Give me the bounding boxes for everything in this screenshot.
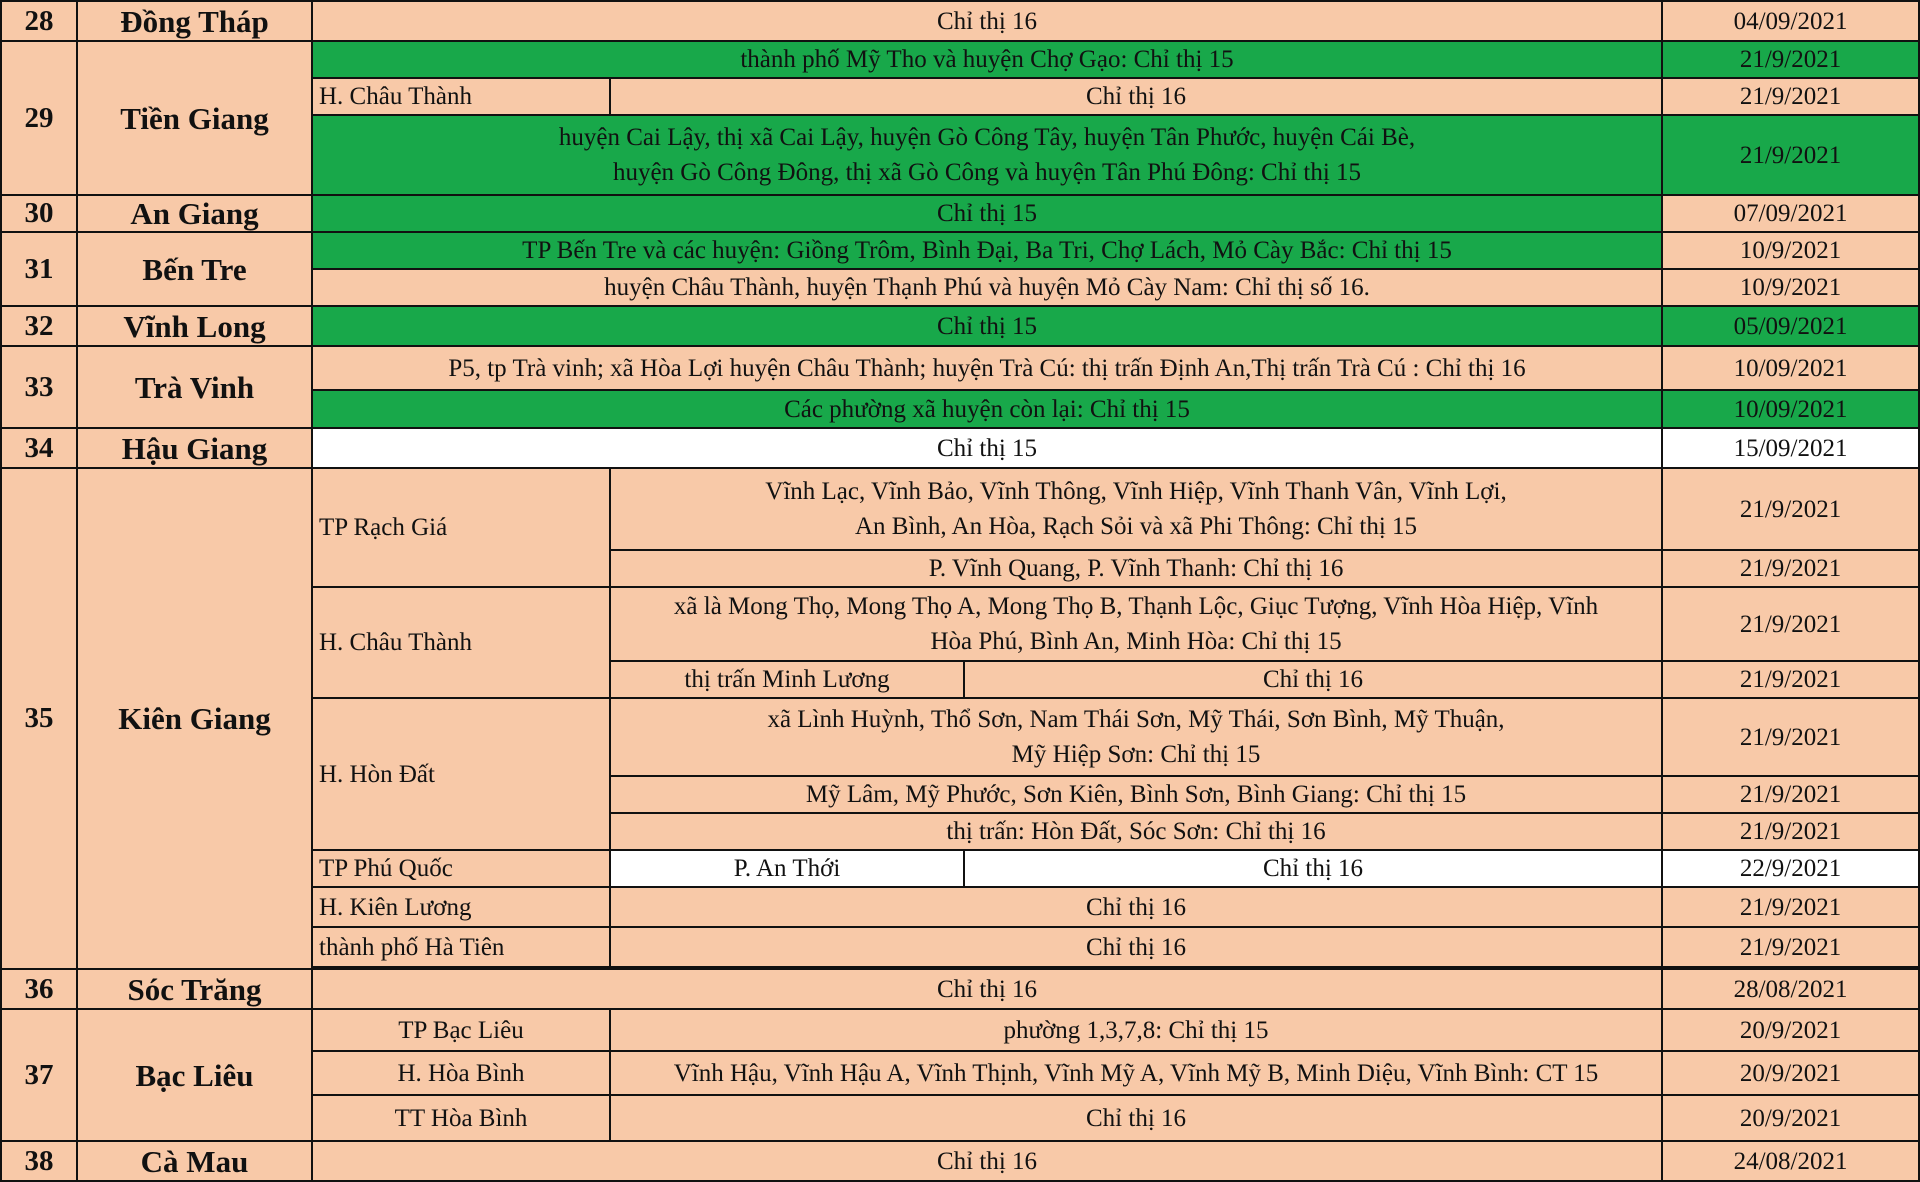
directive-line: Hòa Phú, Bình An, Minh Hòa: Chỉ thị 15 xyxy=(930,628,1342,655)
area-cell: TP Bạc Liêu xyxy=(312,1009,610,1051)
directive-cell: thị trấn: Hòn Đất, Sóc Sơn: Chỉ thị 16 xyxy=(610,813,1662,850)
row-number: 29 xyxy=(1,41,77,195)
date-cell: 15/09/2021 xyxy=(1662,428,1919,468)
table-row xyxy=(1,41,1919,78)
date-cell: 20/9/2021 xyxy=(1662,1051,1919,1095)
row-number: 32 xyxy=(1,306,77,346)
subarea-cell: P. An Thới xyxy=(610,850,964,887)
directive-cell: phường 1,3,7,8: Chỉ thị 15 xyxy=(610,1009,1662,1051)
directive-cell xyxy=(610,587,1662,661)
row-number: 30 xyxy=(1,195,77,232)
directive-cell: Chỉ thị 15 xyxy=(312,195,1662,232)
date-cell: 10/09/2021 xyxy=(1662,346,1919,390)
province-name: Bạc Liêu xyxy=(77,1009,312,1141)
directive-cell: Vĩnh Hậu, Vĩnh Hậu A, Vĩnh Thịnh, Vĩnh Mỹ A, Vĩnh Mỹ B, Minh Diệu, Vĩnh Bình: CT 15 xyxy=(610,1051,1662,1095)
row-number: 36 xyxy=(1,969,77,1009)
directive-cell: Chỉ thị 16 xyxy=(610,1095,1662,1141)
directive-line: Mỹ Hiệp Sơn: Chỉ thị 15 xyxy=(1011,741,1261,768)
date-cell: 21/9/2021 xyxy=(1662,661,1919,698)
table-row xyxy=(1,1141,1919,1181)
table-row xyxy=(1,1009,1919,1051)
directive-cell: P5, tp Trà vinh; xã Hòa Lợi huyện Châu Thành; huyện Trà Cú: thị trấn Định An,Thị trấn Trà Cú : Chỉ thị 16 xyxy=(312,346,1662,390)
directive-line: Vĩnh Lạc, Vĩnh Bảo, Vĩnh Thông, Vĩnh Hiệp, Vĩnh Thanh Vân, Vĩnh Lợi, xyxy=(765,478,1507,505)
date-cell: 24/08/2021 xyxy=(1662,1141,1919,1181)
directive-cell: Chỉ thị 16 xyxy=(312,1141,1662,1181)
row-number: 37 xyxy=(1,1009,77,1141)
area-cell: thành phố Hà Tiên xyxy=(312,927,610,967)
province-name: Cà Mau xyxy=(77,1141,312,1181)
area-cell: H. Hòn Đất xyxy=(312,698,610,850)
directive-cell: Chỉ thị 16 xyxy=(610,78,1662,115)
directive-line: xã là Mong Thọ, Mong Thọ A, Mong Thọ B, Thạnh Lộc, Giục Tượng, Vĩnh Hòa Hiệp, Vĩnh xyxy=(673,593,1599,620)
area-cell: TP Phú Quốc xyxy=(312,850,610,887)
date-cell: 21/9/2021 xyxy=(1662,115,1919,195)
table-row xyxy=(1,346,1919,390)
date-cell: 20/9/2021 xyxy=(1662,1095,1919,1141)
date-cell: 21/9/2021 xyxy=(1662,927,1919,967)
table-row xyxy=(1,1,1919,41)
date-cell: 21/9/2021 xyxy=(1662,550,1919,587)
directive-line: huyện Cai Lậy, thị xã Cai Lậy, huyện Gò Công Tây, huyện Tân Phước, huyện Cái Bè, xyxy=(558,124,1416,151)
directive-cell xyxy=(312,115,1662,195)
date-cell: 21/9/2021 xyxy=(1662,468,1919,550)
province-name: An Giang xyxy=(77,195,312,232)
date-cell: 05/09/2021 xyxy=(1662,306,1919,346)
directive-cell: Chỉ thị 15 xyxy=(312,306,1662,346)
directive-line: xã Lình Huỳnh, Thổ Sơn, Nam Thái Sơn, Mỹ Thái, Sơn Bình, Mỹ Thuận, xyxy=(767,706,1505,733)
date-cell: 04/09/2021 xyxy=(1662,1,1919,41)
directive-cell: Mỹ Lâm, Mỹ Phước, Sơn Kiên, Bình Sơn, Bình Giang: Chỉ thị 15 xyxy=(610,776,1662,813)
date-cell: 20/9/2021 xyxy=(1662,1009,1919,1051)
date-cell: 07/09/2021 xyxy=(1662,195,1919,232)
date-cell: 21/9/2021 xyxy=(1662,41,1919,78)
row-number: 28 xyxy=(1,1,77,41)
date-cell: 10/09/2021 xyxy=(1662,390,1919,428)
directive-cell: Chỉ thị 16 xyxy=(610,887,1662,927)
directive-cell: P. Vĩnh Quang, P. Vĩnh Thanh: Chỉ thị 16 xyxy=(610,550,1662,587)
province-name: Tiền Giang xyxy=(77,41,312,195)
area-cell: H. Châu Thành xyxy=(312,78,610,115)
directive-cell: Chỉ thị 16 xyxy=(964,850,1662,887)
row-number: 34 xyxy=(1,428,77,468)
row-number: 35 xyxy=(1,468,77,969)
directive-cell xyxy=(610,468,1662,550)
date-cell: 22/9/2021 xyxy=(1662,850,1919,887)
date-cell: 21/9/2021 xyxy=(1662,587,1919,661)
directive-line: An Bình, An Hòa, Rạch Sỏi và xã Phi Thông: Chỉ thị 15 xyxy=(854,513,1418,540)
province-name: Hậu Giang xyxy=(77,428,312,468)
directive-cell: thành phố Mỹ Tho và huyện Chợ Gạo: Chỉ thị 15 xyxy=(312,41,1662,78)
date-cell: 21/9/2021 xyxy=(1662,776,1919,813)
province-name: Bến Tre xyxy=(77,232,312,306)
table-row xyxy=(1,232,1919,269)
directive-cell: Chỉ thị 16 xyxy=(610,927,1662,967)
table-row xyxy=(1,306,1919,346)
date-cell: 10/9/2021 xyxy=(1662,232,1919,269)
directive-cell: Các phường xã huyện còn lại: Chỉ thị 15 xyxy=(312,390,1662,428)
area-cell: H. Hòa Bình xyxy=(312,1051,610,1095)
province-name: Trà Vinh xyxy=(77,346,312,428)
province-name: Đồng Tháp xyxy=(77,1,312,41)
table-row xyxy=(1,969,1919,1009)
province-name: Sóc Trăng xyxy=(77,969,312,1009)
table-row xyxy=(1,428,1919,468)
date-cell: 21/9/2021 xyxy=(1662,887,1919,927)
area-cell: TT Hòa Bình xyxy=(312,1095,610,1141)
date-cell: 21/9/2021 xyxy=(1662,78,1919,115)
directive-line: huyện Gò Công Đông, thị xã Gò Công và huyện Tân Phú Đông: Chỉ thị 15 xyxy=(612,159,1362,186)
subarea-cell: thị trấn Minh Lương xyxy=(610,661,964,698)
table-row xyxy=(1,468,1919,550)
area-cell: H. Châu Thành xyxy=(312,587,610,698)
date-cell: 10/9/2021 xyxy=(1662,269,1919,306)
row-number: 38 xyxy=(1,1141,77,1181)
date-cell: 21/9/2021 xyxy=(1662,698,1919,776)
area-cell: TP Rạch Giá xyxy=(312,468,610,587)
directive-cell: Chỉ thị 16 xyxy=(312,969,1662,1009)
directive-cell: TP Bến Tre và các huyện: Giồng Trôm, Bình Đại, Ba Tri, Chợ Lách, Mỏ Cày Bắc: Chỉ thị 15 xyxy=(312,232,1662,269)
directive-cell: huyện Châu Thành, huyện Thạnh Phú và huyện Mỏ Cày Nam: Chỉ thị số 16. xyxy=(312,269,1662,306)
directive-cell: Chỉ thị 15 xyxy=(312,428,1662,468)
directive-cell: Chỉ thị 16 xyxy=(964,661,1662,698)
directive-cell xyxy=(610,698,1662,776)
province-name: Kiên Giang xyxy=(77,468,312,969)
table-row xyxy=(1,195,1919,232)
row-number: 31 xyxy=(1,232,77,306)
row-number: 33 xyxy=(1,346,77,428)
date-cell: 21/9/2021 xyxy=(1662,813,1919,850)
directive-cell: Chỉ thị 16 xyxy=(312,1,1662,41)
date-cell: 28/08/2021 xyxy=(1662,969,1919,1009)
province-name: Vĩnh Long xyxy=(77,306,312,346)
area-cell: H. Kiên Lương xyxy=(312,887,610,927)
